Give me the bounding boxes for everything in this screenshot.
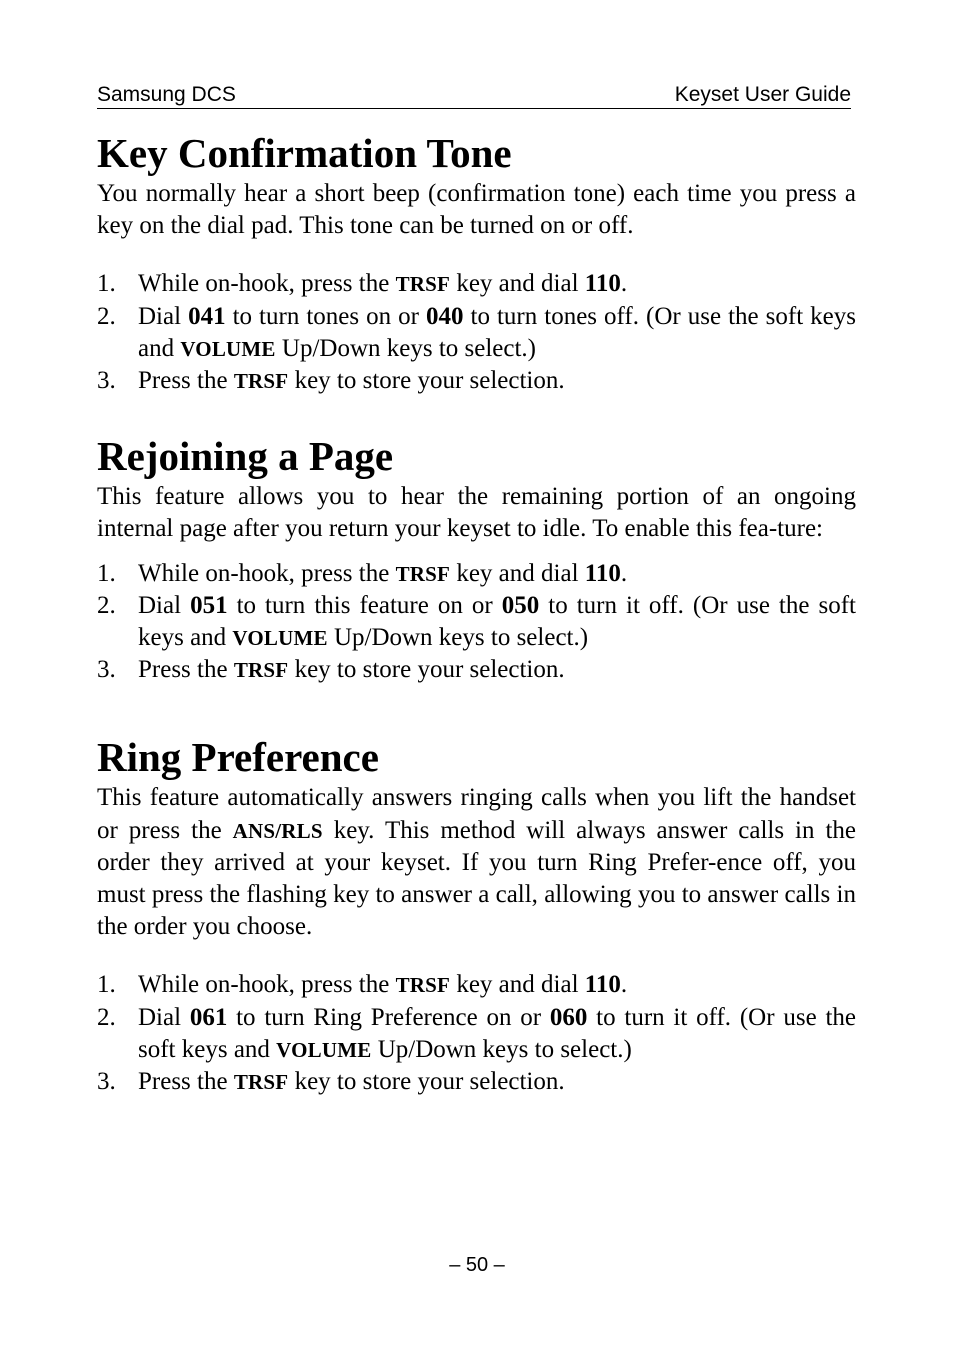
page-content	[97, 128, 856, 1098]
step-text: Press the	[138, 1068, 234, 1096]
running-header	[97, 82, 851, 109]
step-number: 1.	[97, 971, 116, 999]
dial-code: 110	[584, 971, 621, 999]
list-item	[97, 365, 856, 397]
key-name: TRSF	[233, 369, 289, 394]
step-text: Dial	[138, 1003, 190, 1031]
step-text: While on-hook, press the	[138, 270, 396, 298]
step-number: 1.	[97, 270, 116, 298]
header-guide-title: Keyset User Guide	[674, 83, 851, 106]
step-text: to turn it off. (Or use the soft keys and	[138, 1003, 856, 1063]
dial-code: 041	[188, 302, 226, 330]
key-name: TRSF	[395, 973, 451, 998]
step-text: to turn tones off. (Or use the soft keys and	[138, 302, 856, 362]
key-name: TRSF	[233, 1070, 289, 1095]
key-name: ANS/RLS	[232, 818, 323, 843]
step-text: .	[620, 559, 628, 587]
steps-list	[97, 558, 856, 687]
step-text: Up/Down keys to select.)	[327, 624, 589, 652]
list-item	[97, 654, 856, 686]
list-item	[97, 1002, 856, 1066]
step-text: .	[620, 971, 628, 999]
dial-code: 051	[190, 591, 228, 619]
step-text: Dial	[138, 591, 191, 619]
section-title: Rejoining a Page	[97, 433, 394, 480]
step-text: While on-hook, press the	[138, 971, 396, 999]
step-text: Up/Down keys to select.)	[275, 334, 537, 362]
list-item	[97, 268, 856, 300]
intro-text: key. This method will always answer calls in the order they arrived at your keyset. If you turn Ring Prefer-ence off, you must press the flashing key to answer a call, allowing you to answer calls in the order you choose.	[97, 816, 857, 941]
step-number: 2.	[97, 302, 116, 330]
step-number: 2.	[97, 1003, 116, 1031]
list-item	[97, 969, 856, 1001]
list-item	[97, 1066, 856, 1098]
dial-code: 060	[549, 1003, 588, 1031]
list-item	[97, 558, 856, 590]
step-text: to turn tones on or	[225, 302, 426, 330]
key-name: TRSF	[233, 658, 289, 683]
section-title: Key Confirmation Tone	[97, 130, 512, 176]
key-name: VOLUME	[232, 626, 328, 651]
section-key-confirmation-tone	[97, 128, 856, 397]
dial-code: 040	[425, 302, 464, 330]
step-number: 1.	[97, 559, 116, 587]
step-text: key to store your selection.	[288, 656, 565, 684]
step-text: Press the	[138, 656, 234, 684]
section-title: Ring Preference	[97, 734, 379, 781]
step-number: 3.	[97, 367, 116, 395]
step-text: to turn Ring Preference on or	[227, 1003, 550, 1031]
step-text: Press the	[138, 367, 234, 395]
dial-code: 110	[584, 559, 621, 587]
dial-code: 110	[584, 270, 621, 298]
intro-text: This feature automatically answers ringing calls when you lift the handset or press the	[97, 784, 856, 844]
step-text: While on-hook, press the	[138, 559, 396, 587]
step-text: key to store your selection.	[288, 367, 565, 395]
header-product-name: Samsung DCS	[97, 83, 236, 106]
step-text: key and dial	[450, 971, 585, 999]
dial-code: 050	[501, 591, 540, 619]
section-intro: You normally hear a short beep (confirmation tone) each time you press a key on the dial pad. This tone can be turned on or off.	[97, 180, 856, 240]
key-name: VOLUME	[276, 1037, 372, 1062]
steps-list	[97, 268, 856, 397]
key-name: TRSF	[395, 561, 451, 586]
step-text: to turn it off. (Or use the soft keys and	[138, 591, 856, 652]
list-item	[97, 301, 856, 365]
step-text: key and dial	[450, 559, 585, 587]
step-text: Up/Down keys to select.)	[371, 1035, 632, 1063]
step-text: Dial	[138, 302, 189, 330]
step-text: key to store your selection.	[288, 1068, 565, 1096]
step-text: to turn this feature on or	[227, 591, 502, 619]
key-name: TRSF	[395, 272, 451, 297]
step-number: 3.	[97, 656, 116, 684]
list-item	[97, 590, 856, 654]
step-text: key and dial	[450, 270, 585, 298]
dial-code: 061	[189, 1003, 228, 1031]
page-number: – 50 –	[449, 1254, 505, 1276]
section-rejoining-a-page	[97, 431, 856, 686]
section-intro: This feature allows you to hear the remaining portion of an ongoing internal page after you return your keyset to idle. To enable this fea-ture:	[97, 483, 856, 543]
step-number: 3.	[97, 1068, 116, 1096]
key-name: VOLUME	[180, 336, 276, 361]
step-text: .	[620, 270, 628, 298]
section-ring-preference	[97, 732, 856, 1098]
section-intro	[97, 782, 856, 943]
step-number: 2.	[97, 591, 116, 619]
steps-list	[97, 969, 856, 1098]
